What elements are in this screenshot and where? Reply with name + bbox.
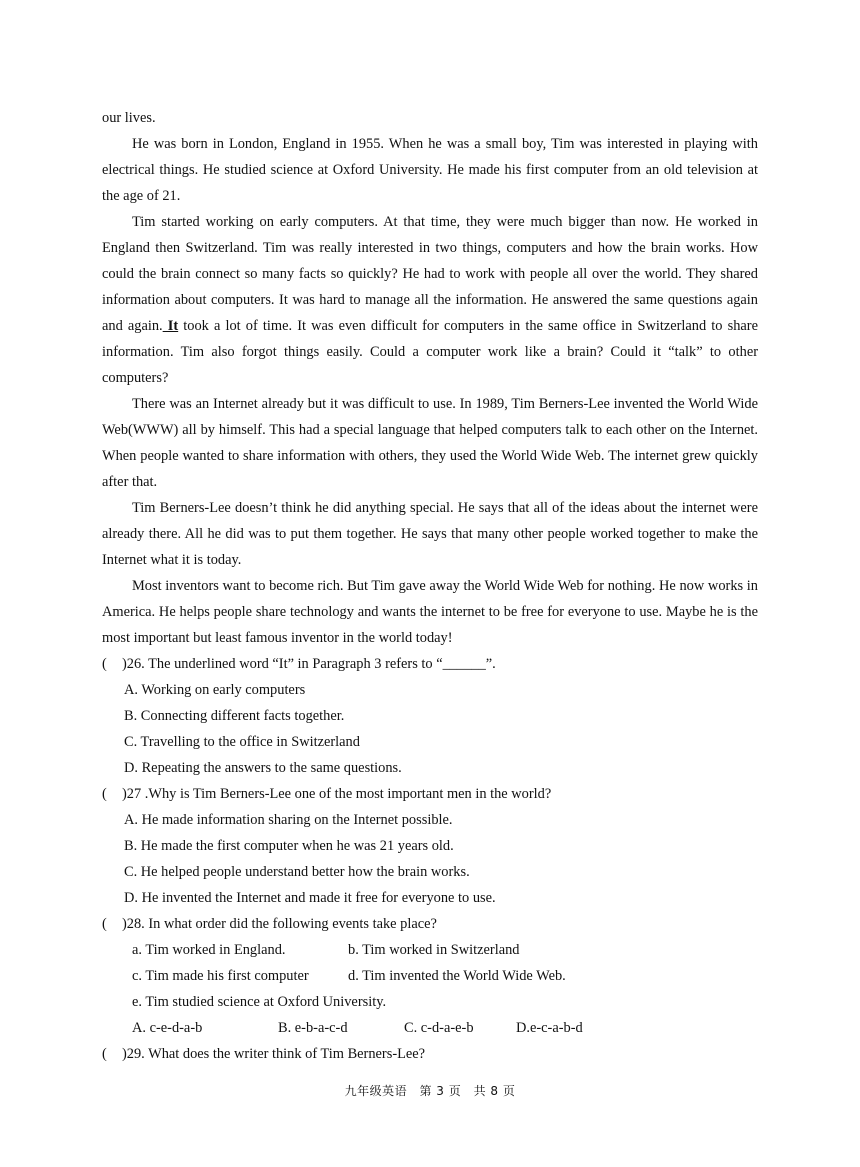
- option: C. Travelling to the office in Switzerland: [124, 734, 360, 750]
- choice-d: D.e-c-a-b-d: [516, 1020, 583, 1036]
- question-29: [102, 1041, 758, 1067]
- question-29-stem: )29. What does the writer think of Tim Berners-Lee?: [122, 1046, 426, 1062]
- paragraph-2-after: took a lot of time. It was even difficult for computers in the same office in Switzerland to share information. Tim also forgot things easily. Could a computer work like a brain? Could it “talk” to other computers?: [102, 318, 758, 386]
- question-28-stem: )28. In what order did the following events take place?: [122, 916, 437, 932]
- question-27-stem: )27 .Why is Tim Berners-Lee one of the most important men in the world?: [122, 786, 552, 802]
- event-c: c. Tim made his first computer: [132, 968, 309, 984]
- event-a: a. Tim worked in England.: [132, 942, 286, 958]
- answer-blank: (: [102, 1046, 107, 1062]
- question-28: [102, 911, 758, 937]
- paragraph-0: our lives.: [102, 110, 156, 126]
- event-d: d. Tim invented the World Wide Web.: [348, 968, 566, 984]
- option: D. Repeating the answers to the same questions.: [124, 760, 402, 776]
- footer-total-pages: 共 8 页: [473, 1084, 516, 1098]
- paragraph-5: Most inventors want to become rich. But Tim gave away the World Wide Web for nothing. He now works in America. He helps people share technology and wants the internet to be free for everyone to use. Maybe he is the most important but least famous inventor in the world today!: [102, 578, 758, 646]
- answer-blank: (: [102, 916, 107, 932]
- question-26: [102, 651, 758, 677]
- choice-c: C. c-d-a-e-b: [404, 1020, 474, 1036]
- answer-blank: (: [102, 786, 107, 802]
- reading-passage: [102, 105, 758, 1067]
- question-26-stem: )26. The underlined word “It” in Paragraph 3 refers to “______”.: [122, 656, 496, 672]
- footer-subject: 九年级英语: [344, 1084, 408, 1098]
- paragraph-2-before: Tim started working on early computers. At that time, they were much bigger than now. He worked in England then Switzerland. Tim was really interested in two things, computers and how the brain works. How could the brain connect so many facts so quickly? He had to work with people all over the world. They shared information about computers. It was hard to manage all the information. He answered the same questions again and again.: [102, 214, 758, 334]
- underlined-it: It: [162, 318, 179, 334]
- answer-blank: (: [102, 656, 107, 672]
- footer-page-number: 第 3 页: [419, 1084, 462, 1098]
- question-27: [102, 781, 758, 807]
- option: A. He made information sharing on the Internet possible.: [124, 812, 453, 828]
- paragraph-1: He was born in London, England in 1955. When he was a small boy, Tim was interested in playing with electrical things. He studied science at Oxford University. He made his first computer from an old television at the age of 21.: [102, 136, 758, 204]
- option: A. Working on early computers: [124, 682, 306, 698]
- choice-a: A. c-e-d-a-b: [132, 1020, 203, 1036]
- paragraph-4: Tim Berners-Lee doesn’t think he did anything special. He says that all of the ideas about the internet were already there. All he did was to put them together. He says that many other people worked together to make the Internet what it is today.: [102, 500, 758, 568]
- paragraph-2: [102, 209, 758, 391]
- event-e: e. Tim studied science at Oxford University.: [132, 994, 387, 1010]
- option: B. Connecting different facts together.: [124, 708, 345, 724]
- event-row: [132, 937, 758, 963]
- option: C. He helped people understand better how the brain works.: [124, 864, 470, 880]
- option: D. He invented the Internet and made it free for everyone to use.: [124, 890, 496, 906]
- answer-choices: [132, 1015, 758, 1041]
- option: B. He made the first computer when he was 21 years old.: [124, 838, 454, 854]
- paragraph-3: There was an Internet already but it was difficult to use. In 1989, Tim Berners-Lee invented the World Wide Web(WWW) all by himself. This had a special language that helped computers talk to each other on the Internet. When people wanted to share information with others, they used the World Wide Web. The internet grew quickly after that.: [102, 396, 758, 490]
- choice-b: B. e-b-a-c-d: [278, 1020, 348, 1036]
- page-footer: [0, 1082, 860, 1099]
- event-b: b. Tim worked in Switzerland: [348, 942, 520, 958]
- event-row: [132, 963, 758, 989]
